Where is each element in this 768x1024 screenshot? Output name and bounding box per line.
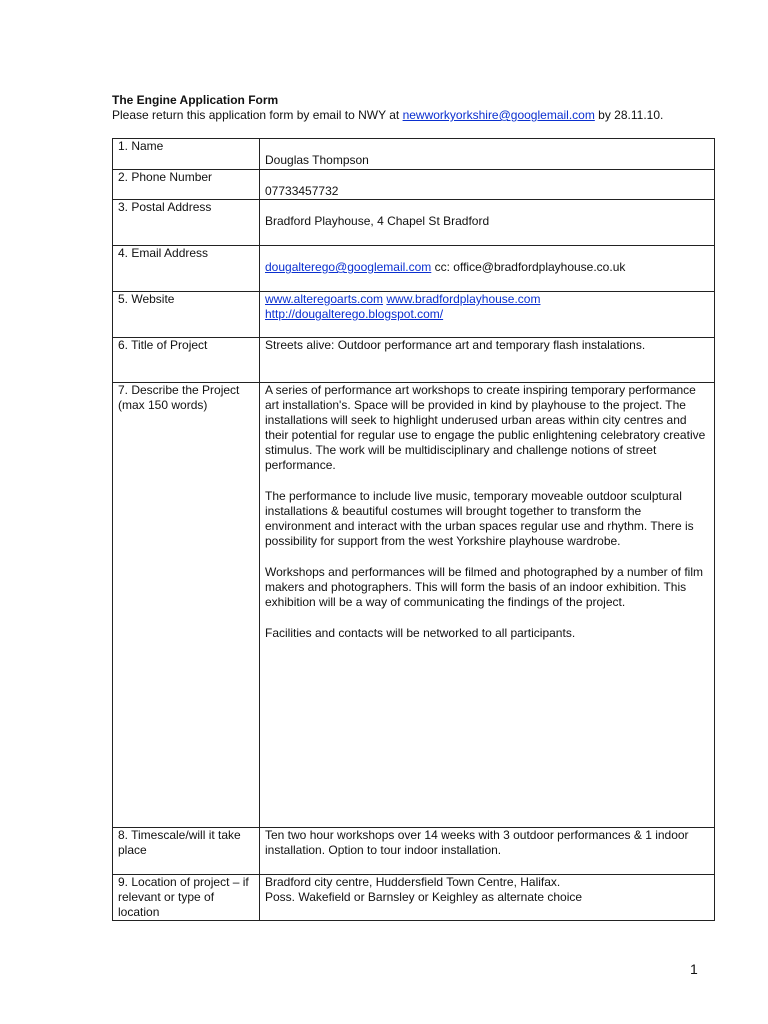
value-address: Bradford Playhouse, 4 Chapel St Bradford xyxy=(260,200,715,246)
value-location xyxy=(260,875,715,921)
form-title: The Engine Application Form xyxy=(112,93,279,107)
label-website: 5. Website xyxy=(113,292,260,338)
location-line-1: Bradford city centre, Huddersfield Town Centre, Halifax. xyxy=(265,875,561,889)
describe-paragraph-4: Facilities and contacts will be networked to all participants. xyxy=(265,626,576,640)
instructions-deadline: by 28.11.10. xyxy=(594,108,664,122)
playhouse-link[interactable]: www.bradfordplayhouse.com xyxy=(386,292,541,306)
label-email: 4. Email Address xyxy=(113,246,260,292)
describe-paragraph-1: A series of performance art workshops to create inspiring temporary performance art installation's. Space will be provided in kind by playhouse to the project. The installations will seek to highlight underused urban areas within city centres and their potential for regular use to engage the public enlightening celebratory creative stimulus. The work will be multidisciplinary and challenge notions of street performance. xyxy=(265,383,706,472)
value-name: Douglas Thompson xyxy=(260,139,715,170)
describe-paragraph-3: Workshops and performances will be filmed and photographed by a number of film makers and photographers. This will form the basis of an indoor exhibition. This exhibition will be a way of communicating the findings of the project. xyxy=(265,565,704,609)
label-project-title: 6. Title of Project xyxy=(113,338,260,383)
page-number: 1 xyxy=(690,961,698,977)
row-address xyxy=(113,200,715,246)
alterego-link[interactable]: www.alteregoarts.com xyxy=(265,292,384,306)
value-phone: 07733457732 xyxy=(260,170,715,200)
doug-email-link[interactable]: dougalterego@googlemail.com xyxy=(265,260,432,274)
label-name: 1. Name xyxy=(113,139,260,170)
value-describe xyxy=(260,383,715,828)
row-name xyxy=(113,139,715,170)
row-website xyxy=(113,292,715,338)
value-email xyxy=(260,246,715,292)
describe-paragraph-2: The performance to include live music, temporary moveable outdoor sculptural installations & beautiful costumes will brought together to transform the environment and interact with the urban spaces regular use and rhythm. There is possibility for support from the west Yorkshire playhouse wardrobe. xyxy=(265,489,694,548)
row-location xyxy=(113,875,715,921)
form-instructions xyxy=(112,108,663,122)
label-phone: 2. Phone Number xyxy=(113,170,260,200)
row-email xyxy=(113,246,715,292)
nwy-email-link[interactable]: newworkyorkshire@googlemail.com xyxy=(402,108,595,122)
instructions-text: Please return this application form by email to NWY at xyxy=(112,108,403,122)
label-timescale: 8. Timescale/will it take place xyxy=(113,828,260,875)
row-project-title xyxy=(113,338,715,383)
label-location: 9. Location of project – if relevant or type of location xyxy=(113,875,260,921)
location-line-2: Poss. Wakefield or Barnsley or Keighley as alternate choice xyxy=(265,890,583,904)
row-describe xyxy=(113,383,715,828)
email-cc: cc: office@bradfordplayhouse.co.uk xyxy=(431,260,626,274)
label-address: 3. Postal Address xyxy=(113,200,260,246)
row-phone xyxy=(113,170,715,200)
application-table xyxy=(112,138,715,921)
value-website xyxy=(260,292,715,338)
value-timescale: Ten two hour workshops over 14 weeks with 3 outdoor performances & 1 indoor installation. Option to tour indoor installation. xyxy=(260,828,715,875)
label-describe: 7. Describe the Project (max 150 words) xyxy=(113,383,260,828)
value-project-title: Streets alive: Outdoor performance art and temporary flash instalations. xyxy=(260,338,715,383)
row-timescale xyxy=(113,828,715,875)
blog-link[interactable]: http://dougalterego.blogspot.com/ xyxy=(265,307,444,321)
